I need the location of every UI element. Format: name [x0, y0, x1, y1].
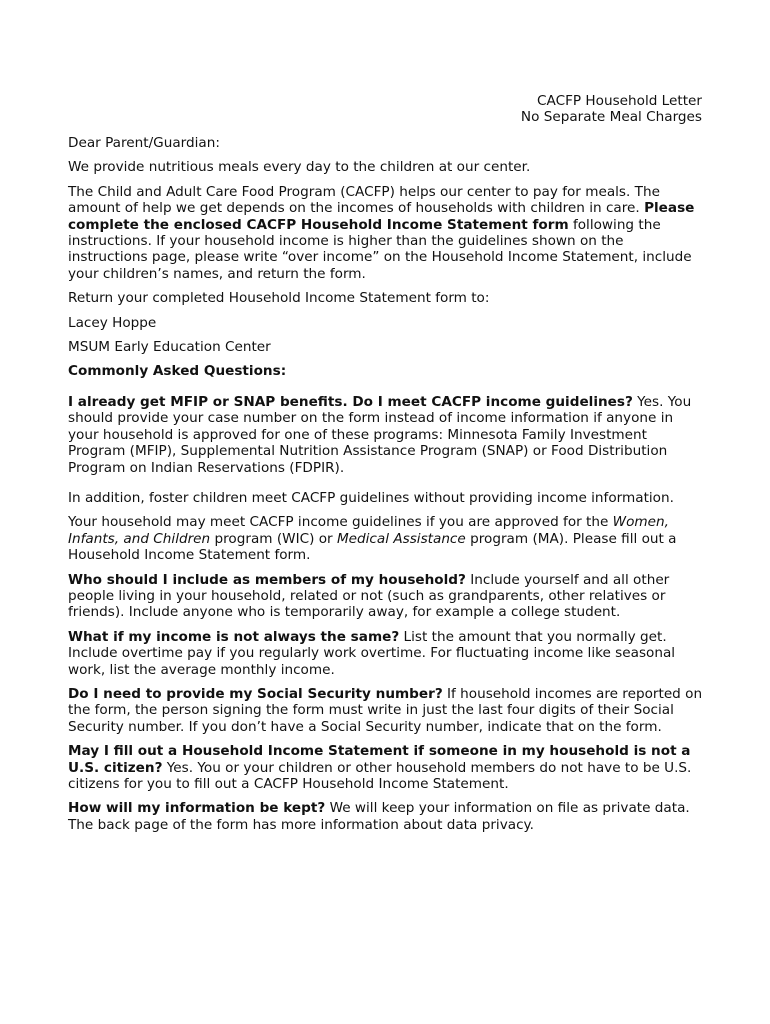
- cacfp-text-1: The Child and Adult Care Food Program (CACFP) helps our center to pay for meals. The amount of help we get depends on the incomes of households with children in care.: [68, 183, 660, 217]
- faq-heading: [68, 363, 703, 379]
- faq-foster: In addition, foster children meet CACFP guidelines without providing income information.: [68, 489, 674, 506]
- faq-wic: [68, 514, 703, 563]
- contact-name: Lacey Hoppe: [68, 314, 157, 331]
- intro-paragraph: We provide nutritious meals every day to the children at our center.: [68, 159, 531, 176]
- cacfp-text-2: following the instructions. If your household income is higher than the guidelines shown on the instructions page, please write “over income” on the Household Income Statement, include your children’s names, and return the form.: [68, 216, 692, 282]
- letter-heading: [302, 93, 702, 126]
- cacfp-paragraph: [68, 184, 703, 282]
- faq-income: [68, 629, 703, 678]
- faq-citizen-answer: Yes. You or your children or other household members do not have to be U.S. citizens for you to fill out a CACFP Household Income Statement.: [68, 759, 692, 792]
- faq-members-question: Who should I include as members of my household?: [68, 571, 466, 588]
- faq-citizen: [68, 743, 703, 792]
- faq-ssn-question: Do I need to provide my Social Security number?: [68, 685, 443, 702]
- return-instruction: Return your completed Household Income Statement form to:: [68, 290, 490, 307]
- salutation: Dear Parent/Guardian:: [68, 135, 220, 151]
- faq-wic-text-2: program (WIC) or: [210, 530, 337, 547]
- faq-citizen-question: May I fill out a Household Income Statement if someone in my household is not a U.S. citizen?: [68, 743, 691, 776]
- faq-mfip-question: I already get MFIP or SNAP benefits. Do I meet CACFP income guidelines?: [68, 393, 633, 410]
- faq-income-question: What if my income is not always the same?: [68, 628, 400, 645]
- faq-heading-text: Commonly Asked Questions:: [68, 363, 287, 380]
- faq-ssn: [68, 686, 703, 735]
- contact-org: MSUM Early Education Center: [68, 339, 271, 356]
- faq-ssn-answer: If household incomes are reported on the form, the person signing the form must write in just the last four digits of their Social Security number. If you don’t have a Social Security number, indicate that on the form.: [68, 685, 703, 735]
- letter-subtitle: No Separate Meal Charges: [520, 109, 702, 126]
- faq-wic-italic-2: Medical Assistance: [336, 530, 466, 547]
- faq-mfip: [68, 394, 703, 476]
- cacfp-instruction-bold: Please complete the enclosed CACFP Household Income Statement form: [68, 200, 695, 233]
- faq-privacy: [68, 800, 703, 833]
- faq-mfip-answer: Yes. You should provide your case number on the form instead of income information if anyone in your household is approved for one of these programs: Minnesota Family Investment Program (MFIP), Supplemental Nutrition Assistance Program (SNAP) or Food Distribution Program on Indian Reservations (FDPIR).: [68, 393, 692, 476]
- faq-privacy-answer: We will keep your information on file as private data. The back page of the form has more information about data privacy.: [68, 800, 690, 833]
- faq-members-answer: Include yourself and all other people living in your household, related or not (such as grandparents, other relatives or friends). Include anyone who is temporarily away, for example a college student.: [68, 571, 670, 621]
- letter-body: [68, 135, 703, 841]
- faq-wic-text-3: program (MA). Please fill out a Household Income Statement form.: [68, 530, 677, 564]
- faq-privacy-question: How will my information be kept?: [68, 800, 326, 817]
- faq-wic-italic-1: Women, Infants, and Children: [68, 514, 669, 547]
- faq-members: [68, 572, 703, 621]
- letter-title: CACFP Household Letter: [537, 93, 702, 109]
- faq-income-answer: List the amount that you normally get. Include overtime pay if you regularly work overtime. For fluctuating income like seasonal work, list the average monthly income.: [68, 628, 676, 678]
- faq-wic-text-1: Your household may meet CACFP income guidelines if you are approved for the: [68, 514, 613, 531]
